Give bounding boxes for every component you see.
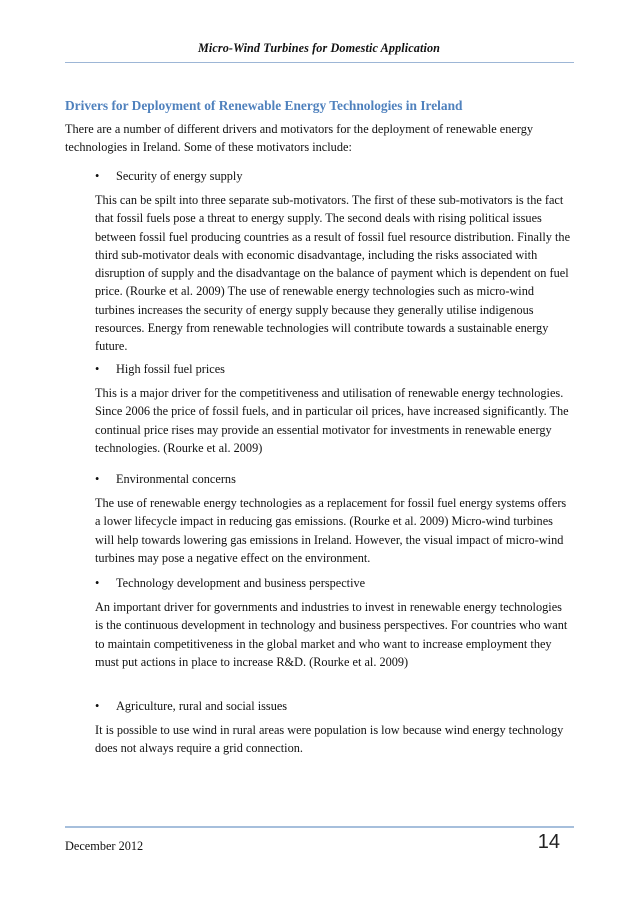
bullet-icon: • — [95, 362, 100, 376]
bullet-icon: • — [95, 576, 100, 590]
bullet-icon: • — [95, 169, 100, 183]
item-paragraph: This can be spilt into three separate sub-motivators. The first of these sub-motivators is the fact that fossil fuels pose a threat to energy supply. The second deals with rising political issues between fossil fuel producing countries as a result of fossil fuel resource distribution. Finally the third sub-motivator deals with economic disadvantage, including the risks associated with disruption of supply and the disadvantage on the balance of payment which is dependent on fuel price. (Rourke et al. 2009) The use of renewable energy technologies such as micro-wind turbines increases the security of energy supply because they generally utilise indigenous resources. Energy from renewable technologies will contribute towards a sustainable energy future. — [95, 193, 571, 354]
running-header-title: Micro-Wind Turbines for Domestic Application — [197, 41, 441, 55]
item-paragraph: This is a major driver for the competitiveness and utilisation of renewable energy technologies. Since 2006 the price of fossil fuels, and in particular oil prices, have increased significantly. The continual price rises may provide an essential motivator for investments in renewable energy technologies. (Rourke et al. 2009) — [95, 386, 569, 455]
item-paragraph: The use of renewable energy technologies as a replacement for fossil fuel energy systems offers a lower lifecycle impact in reducing gas emissions. (Rourke et al. 2009) Micro-wind turbines will help towards lowering gas emissions in Ireland. However, the visual impact of micro-wind turbines may pose a negative effect on the environment. — [95, 496, 567, 565]
footer-divider — [65, 826, 574, 828]
bullet-icon: • — [95, 699, 100, 713]
bullet-label: High fossil fuel prices — [116, 362, 225, 376]
bullet-label: Security of energy supply — [116, 169, 243, 183]
bullet-label: Environmental concerns — [116, 472, 236, 486]
page-number: 14 — [537, 831, 560, 853]
footer-date: December 2012 — [65, 839, 144, 853]
bullet-label: Technology development and business perspective — [116, 576, 366, 590]
intro-paragraph: There are a number of different drivers and motivators for the deployment of renewable energy technologies in Ireland. Some of these motivators include: — [65, 122, 534, 155]
bullet-label: Agriculture, rural and social issues — [116, 699, 288, 713]
section-heading: Drivers for Deployment of Renewable Energy Technologies in Ireland — [65, 98, 463, 113]
item-paragraph: It is possible to use wind in rural areas were population is low because wind energy technology does not always require a grid connection. — [95, 723, 564, 756]
bullet-icon: • — [95, 472, 100, 486]
header-divider — [65, 62, 574, 63]
item-paragraph: An important driver for governments and industries to invest in renewable energy technologies is the continuous development in technology and business perspectives. For countries who want to maintain competitiveness in the global market and who want to increase employment they must put actions in place to increase R&D. (Rourke et al. 2009) — [95, 600, 568, 669]
